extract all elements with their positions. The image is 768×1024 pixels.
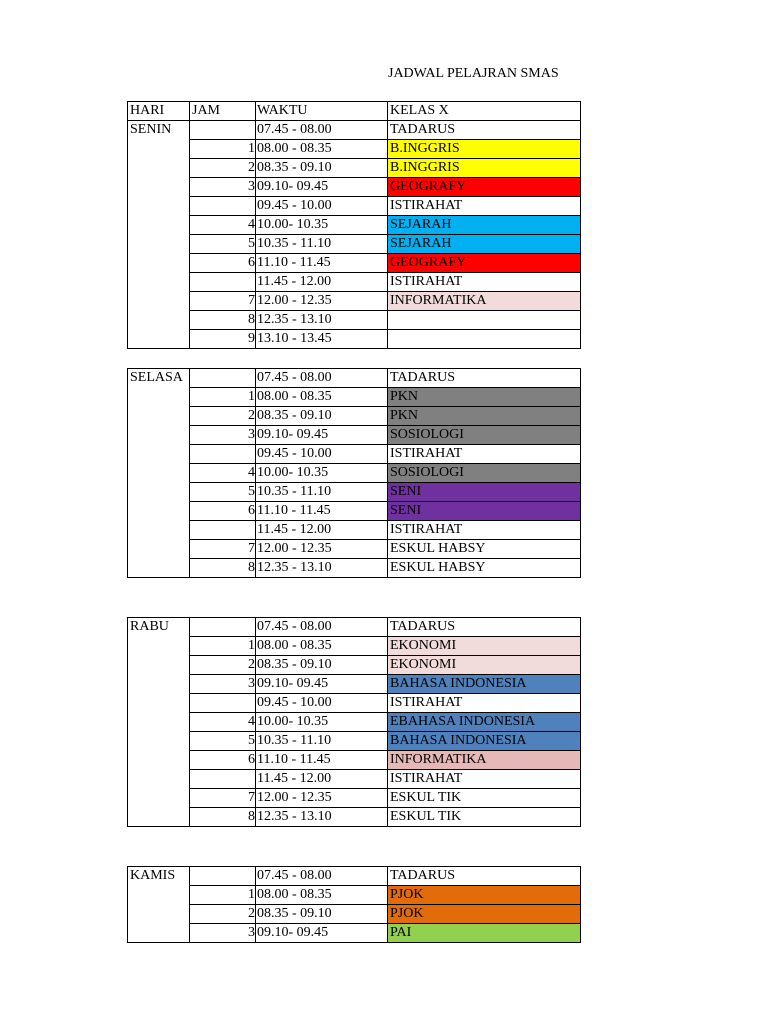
table-row (128, 388, 581, 407)
table-row (128, 216, 581, 235)
jam-cell: 7 (190, 540, 256, 559)
table-row (128, 867, 581, 886)
waktu-cell: 12.00 - 12.35 (256, 789, 388, 808)
table-row (128, 713, 581, 732)
jam-cell: 1 (190, 388, 256, 407)
jam-cell (190, 273, 256, 292)
waktu-cell: 12.00 - 12.35 (256, 540, 388, 559)
waktu-cell: 10.00- 10.35 (256, 464, 388, 483)
schedule-header (127, 101, 581, 121)
table-row (128, 808, 581, 827)
waktu-cell: 10.00- 10.35 (256, 713, 388, 732)
subject-cell: ISTIRAHAT (388, 694, 581, 713)
waktu-cell: 08.35 - 09.10 (256, 407, 388, 426)
jam-cell: 8 (190, 808, 256, 827)
waktu-cell: 11.10 - 11.45 (256, 254, 388, 273)
jam-cell (190, 197, 256, 216)
jam-cell: 8 (190, 559, 256, 578)
jam-cell: 2 (190, 159, 256, 178)
schedule-table-rabu (127, 617, 581, 827)
subject-cell: ISTIRAHAT (388, 273, 581, 292)
header-kelas: KELAS X (388, 102, 581, 121)
jam-cell: 3 (190, 426, 256, 445)
waktu-cell: 09.10- 09.45 (256, 426, 388, 445)
subject-cell: GEOGRAFY (388, 178, 581, 197)
subject-cell: EBAHASA INDONESIA (388, 713, 581, 732)
table-row (128, 618, 581, 637)
subject-cell: INFORMATIKA (388, 292, 581, 311)
subject-cell: ISTIRAHAT (388, 770, 581, 789)
table-row (128, 886, 581, 905)
table-row (128, 502, 581, 521)
subject-cell: SENI (388, 502, 581, 521)
table-row (128, 121, 581, 140)
waktu-cell: 10.35 - 11.10 (256, 483, 388, 502)
subject-cell: ESKUL HABSY (388, 559, 581, 578)
table-row (128, 637, 581, 656)
table-row (128, 426, 581, 445)
jam-cell: 3 (190, 675, 256, 694)
jam-cell: 6 (190, 751, 256, 770)
waktu-cell: 08.00 - 08.35 (256, 140, 388, 159)
waktu-cell: 10.00- 10.35 (256, 216, 388, 235)
jam-cell: 3 (190, 924, 256, 943)
waktu-cell: 11.45 - 12.00 (256, 273, 388, 292)
subject-cell (388, 311, 581, 330)
table-row (128, 140, 581, 159)
subject-cell: PAI (388, 924, 581, 943)
day-name-cell: RABU (128, 618, 190, 827)
jam-cell: 1 (190, 140, 256, 159)
jam-cell (190, 867, 256, 886)
subject-cell: INFORMATIKA (388, 751, 581, 770)
waktu-cell: 07.45 - 08.00 (256, 618, 388, 637)
subject-cell: TADARUS (388, 618, 581, 637)
jam-cell: 1 (190, 637, 256, 656)
subject-cell: B.INGGRIS (388, 140, 581, 159)
jam-cell: 3 (190, 178, 256, 197)
subject-cell: PJOK (388, 886, 581, 905)
waktu-cell: 10.35 - 11.10 (256, 235, 388, 254)
jam-cell: 6 (190, 502, 256, 521)
jam-cell (190, 121, 256, 140)
jam-cell (190, 521, 256, 540)
header-hari: HARI (128, 102, 190, 121)
subject-cell: GEOGRAFY (388, 254, 581, 273)
header-jam: JAM (190, 102, 256, 121)
jam-cell: 2 (190, 905, 256, 924)
jam-cell: 4 (190, 216, 256, 235)
waktu-cell: 08.35 - 09.10 (256, 656, 388, 675)
table-row (128, 694, 581, 713)
subject-cell: BAHASA INDONESIA (388, 675, 581, 694)
table-row (128, 197, 581, 216)
subject-cell: PKN (388, 388, 581, 407)
schedule-table-senin (127, 120, 581, 349)
jam-cell: 6 (190, 254, 256, 273)
jam-cell (190, 694, 256, 713)
subject-cell: TADARUS (388, 867, 581, 886)
subject-cell: ISTIRAHAT (388, 445, 581, 464)
jam-cell: 7 (190, 789, 256, 808)
day-name-cell: SELASA (128, 369, 190, 578)
waktu-cell: 13.10 - 13.45 (256, 330, 388, 349)
table-row (128, 235, 581, 254)
subject-cell: SEJARAH (388, 216, 581, 235)
jam-cell: 5 (190, 483, 256, 502)
table-row (128, 540, 581, 559)
waktu-cell: 09.10- 09.45 (256, 924, 388, 943)
day-name-cell: KAMIS (128, 867, 190, 943)
subject-cell: SOSIOLOGI (388, 426, 581, 445)
waktu-cell: 11.10 - 11.45 (256, 502, 388, 521)
waktu-cell: 09.45 - 10.00 (256, 694, 388, 713)
jam-cell: 7 (190, 292, 256, 311)
jam-cell: 4 (190, 464, 256, 483)
waktu-cell: 09.10- 09.45 (256, 178, 388, 197)
waktu-cell: 08.00 - 08.35 (256, 637, 388, 656)
subject-cell: SOSIOLOGI (388, 464, 581, 483)
subject-cell: PKN (388, 407, 581, 426)
table-row (128, 464, 581, 483)
waktu-cell: 10.35 - 11.10 (256, 732, 388, 751)
waktu-cell: 09.45 - 10.00 (256, 197, 388, 216)
subject-cell (388, 330, 581, 349)
subject-cell: B.INGGRIS (388, 159, 581, 178)
table-row (128, 407, 581, 426)
jam-cell (190, 618, 256, 637)
waktu-cell: 08.35 - 09.10 (256, 905, 388, 924)
schedule-table-selasa (127, 368, 581, 578)
header-row (128, 102, 581, 121)
table-row (128, 751, 581, 770)
waktu-cell: 07.45 - 08.00 (256, 121, 388, 140)
subject-cell: ESKUL TIK (388, 808, 581, 827)
table-row (128, 330, 581, 349)
jam-cell (190, 445, 256, 464)
waktu-cell: 09.45 - 10.00 (256, 445, 388, 464)
table-row (128, 521, 581, 540)
waktu-cell: 08.35 - 09.10 (256, 159, 388, 178)
table-row (128, 905, 581, 924)
table-row (128, 770, 581, 789)
table-row (128, 675, 581, 694)
page-title: JADWAL PELAJRAN SMAS (388, 66, 559, 81)
table-row (128, 483, 581, 502)
jam-cell: 8 (190, 311, 256, 330)
waktu-cell: 08.00 - 08.35 (256, 388, 388, 407)
waktu-cell: 11.10 - 11.45 (256, 751, 388, 770)
subject-cell: EKONOMI (388, 637, 581, 656)
jam-cell (190, 770, 256, 789)
subject-cell: BAHASA INDONESIA (388, 732, 581, 751)
subject-cell: ESKUL TIK (388, 789, 581, 808)
subject-cell: ISTIRAHAT (388, 521, 581, 540)
waktu-cell: 07.45 - 08.00 (256, 369, 388, 388)
subject-cell: TADARUS (388, 369, 581, 388)
waktu-cell: 08.00 - 08.35 (256, 886, 388, 905)
day-name-cell: SENIN (128, 121, 190, 349)
waktu-cell: 11.45 - 12.00 (256, 521, 388, 540)
waktu-cell: 12.35 - 13.10 (256, 311, 388, 330)
waktu-cell: 07.45 - 08.00 (256, 867, 388, 886)
table-row (128, 445, 581, 464)
table-row (128, 159, 581, 178)
waktu-cell: 12.35 - 13.10 (256, 559, 388, 578)
jam-cell: 2 (190, 407, 256, 426)
subject-cell: SENI (388, 483, 581, 502)
table-row (128, 178, 581, 197)
table-row (128, 292, 581, 311)
table-row (128, 924, 581, 943)
jam-cell: 5 (190, 732, 256, 751)
table-row (128, 311, 581, 330)
schedule-table-kamis (127, 866, 581, 943)
waktu-cell: 11.45 - 12.00 (256, 770, 388, 789)
table-row (128, 559, 581, 578)
table-row (128, 789, 581, 808)
waktu-cell: 12.35 - 13.10 (256, 808, 388, 827)
subject-cell: EKONOMI (388, 656, 581, 675)
header-waktu: WAKTU (256, 102, 388, 121)
jam-cell: 4 (190, 713, 256, 732)
jam-cell (190, 369, 256, 388)
waktu-cell: 12.00 - 12.35 (256, 292, 388, 311)
table-row (128, 273, 581, 292)
subject-cell: ESKUL HABSY (388, 540, 581, 559)
jam-cell: 5 (190, 235, 256, 254)
jam-cell: 9 (190, 330, 256, 349)
subject-cell: TADARUS (388, 121, 581, 140)
table-row (128, 254, 581, 273)
jam-cell: 2 (190, 656, 256, 675)
waktu-cell: 09.10- 09.45 (256, 675, 388, 694)
table-row (128, 656, 581, 675)
subject-cell: SEJARAH (388, 235, 581, 254)
subject-cell: ISTIRAHAT (388, 197, 581, 216)
jam-cell: 1 (190, 886, 256, 905)
subject-cell: PJOK (388, 905, 581, 924)
table-row (128, 369, 581, 388)
table-row (128, 732, 581, 751)
